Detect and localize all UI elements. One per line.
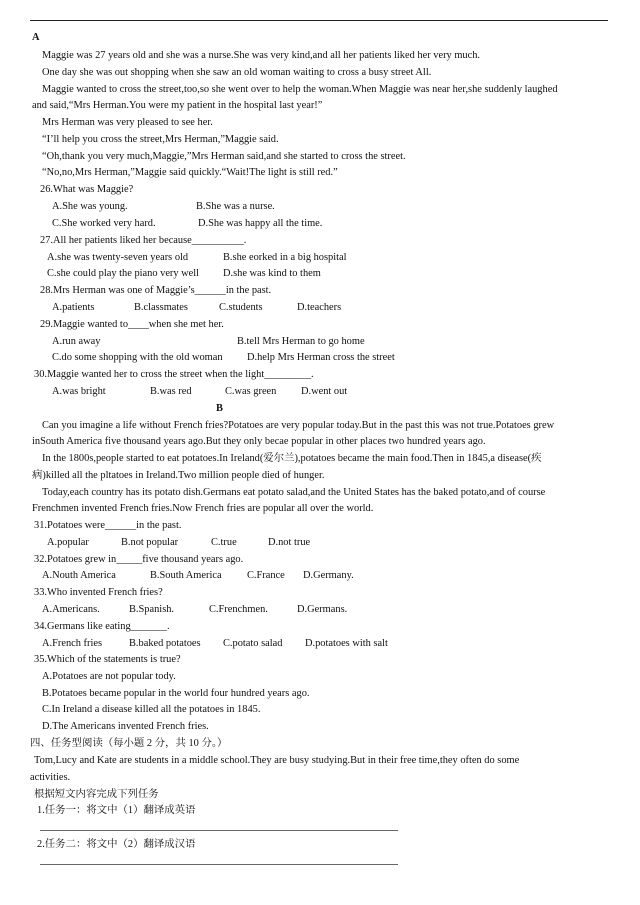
question-31-option-d: D.not true	[268, 537, 311, 548]
question-33-option-d: D.Germans.	[297, 604, 348, 615]
question-31-option-c: C.true	[211, 537, 237, 548]
question-28-option-c: C.students	[219, 302, 263, 313]
section-a-paragraph-5: “I’ll help you cross the street,Mrs Herman,”Maggie said.	[42, 134, 279, 145]
question-30-option-d: D.went out	[301, 386, 348, 397]
question-33-option-c: C.Frenchmen.	[209, 604, 268, 615]
question-30-option-a: A.was bright	[52, 386, 106, 397]
section-b-paragraph-2-line-2: 病)killed all the pltatoes in Ireland.Two million people died of hunger.	[32, 470, 325, 481]
task-1-label: 1.任务一：将文中（1）翻译成英语	[37, 805, 196, 816]
question-31-stem: 31.Potatoes were______in the past.	[34, 520, 182, 531]
section-4-heading: 四、任务型阅读（每小题 2 分，共 10 分。）	[30, 738, 228, 749]
question-34-stem: 34.Germans like eating_______.	[34, 621, 170, 632]
question-33-option-a: A.Americans.	[42, 604, 100, 615]
section-b-paragraph-2-line-1: In the 1800s,people started to eat potatoes.In Ireland(爱尔兰),potatoes became the main food.Then in 1845,a disease(疾	[42, 453, 542, 464]
question-26-option-a: A.She was young.	[52, 201, 128, 212]
question-29-option-b: B.tell Mrs Herman to go home	[237, 336, 365, 347]
question-30-stem: 30.Maggie wanted her to cross the street when the light_________.	[34, 369, 314, 380]
question-31-option-a: A.popular	[47, 537, 89, 548]
section-4-paragraph-line-1: Tom,Lucy and Kate are students in a middle school.They are busy studying.But in their free time,they often do some	[34, 755, 520, 766]
question-28-option-d: D.teachers	[297, 302, 342, 313]
question-26-stem: 26.What was Maggie?	[40, 184, 134, 195]
question-33-stem: 33.Who invented French fries?	[34, 587, 163, 598]
question-34-option-a: A.French fries	[42, 638, 103, 649]
question-30-option-b: B.was red	[150, 386, 192, 397]
question-29-option-a: A.run away	[52, 336, 101, 347]
question-32-stem: 32.Potatoes grew in_____five thousand years ago.	[34, 554, 244, 565]
section-a-paragraph-3-line-2: and said,“Mrs Herman.You were my patient in the hospital last year!”	[32, 100, 323, 111]
question-29-stem: 29.Maggie wanted to____when she met her.	[40, 319, 224, 330]
question-35-option-a: A.Potatoes are not popular tody.	[42, 671, 176, 682]
question-34-option-d: D.potatoes with salt	[305, 638, 388, 649]
question-35-option-b: B.Potatoes became popular in the world four hundred years ago.	[42, 688, 310, 699]
section-a-paragraph-3-line-1: Maggie wanted to cross the street,too,so she went over to help the woman.When Maggie was near her,she suddenly laughed	[42, 84, 558, 95]
task-2-label: 2.任务二：将文中（2）翻译成汉语	[37, 839, 196, 850]
question-28-option-a: A.patients	[52, 302, 95, 313]
question-29-option-c: C.do some shopping with the old woman	[52, 352, 223, 363]
section-b-paragraph-1-line-2: inSouth America five thousand years ago.But they only becae popular in other places two hundred years ago.	[32, 436, 486, 447]
question-28-option-b: B.classmates	[134, 302, 188, 313]
question-32-option-c: C.France	[247, 570, 285, 581]
section-a-paragraph-7: “No,no,Mrs Herman,”Maggie said quickly.“Wait!The light is still red.”	[42, 167, 338, 178]
question-32-option-d: D.Germany.	[303, 570, 354, 581]
task-2-answer-line	[40, 864, 398, 865]
question-27-option-b: B.she eorked in a big hospital	[223, 252, 347, 263]
question-33-option-b: B.Spanish.	[129, 604, 175, 615]
question-35-option-d: D.The Americans invented French fries.	[42, 721, 209, 732]
section-4-instruction: 根据短文内容完成下列任务	[34, 789, 159, 800]
question-35-option-c: C.In Ireland a disease killed all the potatoes in 1845.	[42, 704, 261, 715]
question-27-option-c: C.she could play the piano very well	[47, 268, 200, 279]
question-26-option-b: B.She was a nurse.	[196, 201, 275, 212]
section-b-paragraph-3-line-1: Today,each country has its potato dish.Germans eat potato salad,and the United States has the baked potato,and of course	[42, 487, 546, 498]
question-31-option-b: B.not popular	[121, 537, 179, 548]
question-26-option-c: C.She worked very hard.	[52, 218, 156, 229]
section-a-heading: A	[32, 32, 40, 43]
question-30-option-c: C.was green	[225, 386, 277, 397]
question-32-option-a: A.Nouth America	[42, 570, 116, 581]
question-34-option-c: C.potato salad	[223, 638, 283, 649]
question-27-stem: 27.All her patients liked her because__________.	[40, 235, 247, 246]
question-29-option-d: D.help Mrs Herman cross the street	[247, 352, 395, 363]
section-4-paragraph-line-2: activities.	[30, 772, 71, 783]
question-28-stem: 28.Mrs Herman was one of Maggie’s______in the past.	[40, 285, 272, 296]
section-b-heading: B	[216, 403, 223, 414]
section-a-paragraph-6: “Oh,thank you very much,Maggie,”Mrs Herman said,and she started to cross the street.	[42, 151, 406, 162]
question-27-option-a: A.she was twenty-seven years old	[47, 252, 189, 263]
header-rule	[30, 20, 608, 21]
question-35-stem: 35.Which of the statements is true?	[34, 654, 181, 665]
question-26-option-d: D.She was happy all the time.	[198, 218, 323, 229]
section-b-paragraph-3-line-2: Frenchmen invented French fries.Now French fries are popular all over the world.	[32, 503, 374, 514]
section-a-paragraph-4: Mrs Herman was very pleased to see her.	[42, 117, 213, 128]
question-27-option-d: D.she was kind to them	[223, 268, 321, 279]
section-b-paragraph-1-line-1: Can you imagine a life without French fries?Potatoes are very popular today.But in the past this was not true.Potatoes grew	[42, 420, 555, 431]
question-34-option-b: B.baked potatoes	[129, 638, 201, 649]
task-1-answer-line	[40, 830, 398, 831]
section-a-paragraph-2: One day she was out shopping when she saw an old woman waiting to cross a busy street All.	[42, 67, 432, 78]
question-32-option-b: B.South America	[150, 570, 222, 581]
section-a-paragraph-1: Maggie was 27 years old and she was a nurse.She was very kind,and all her patients liked her very much.	[42, 50, 481, 61]
